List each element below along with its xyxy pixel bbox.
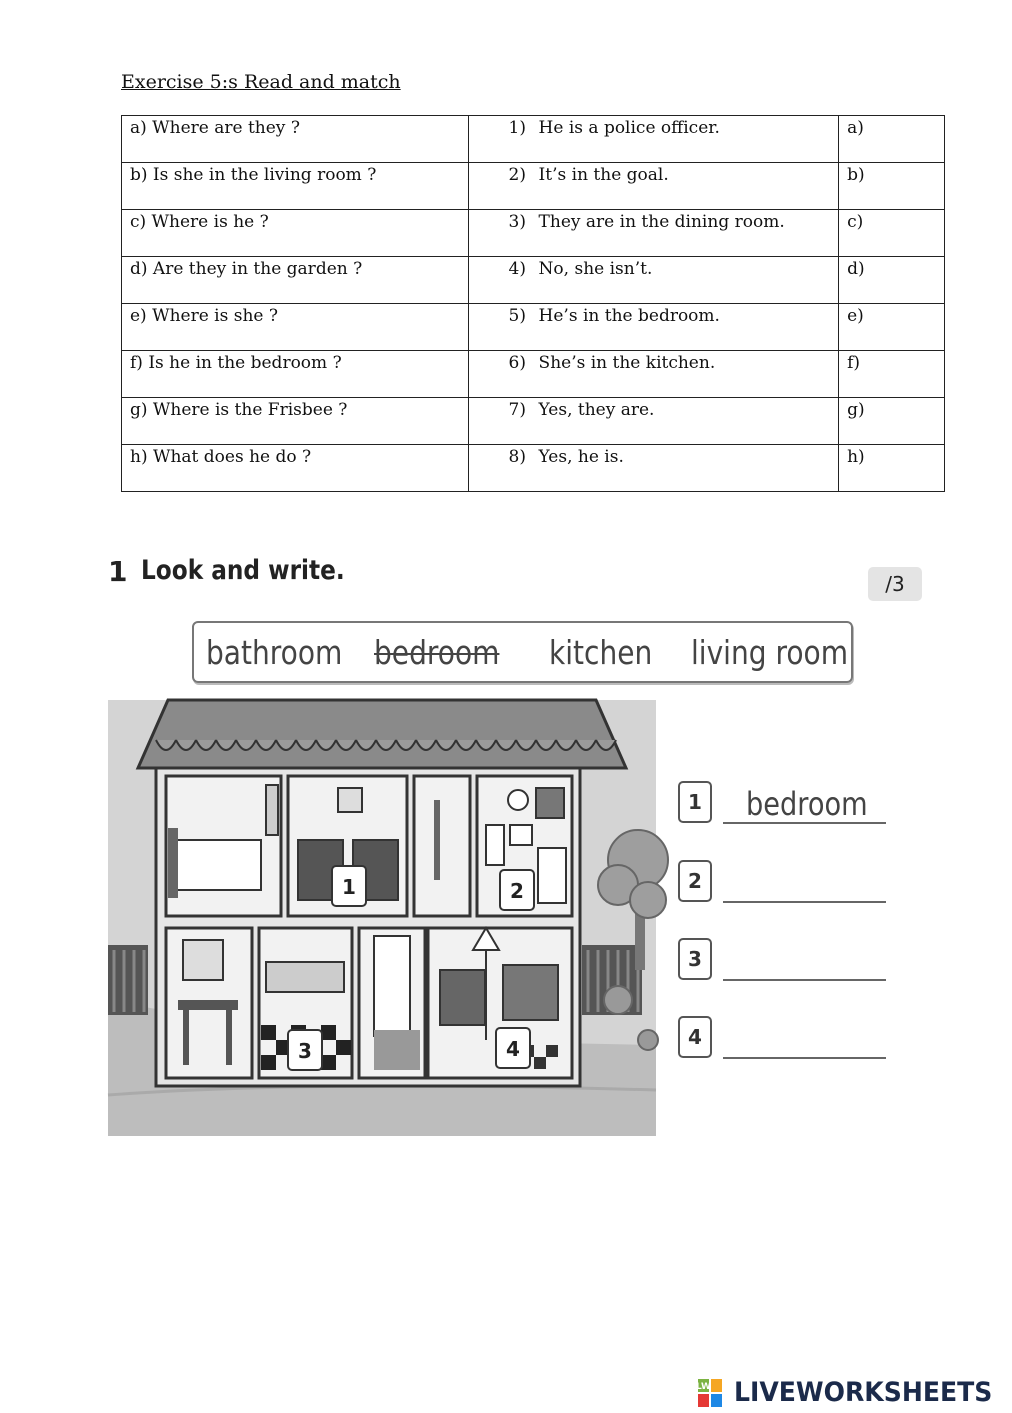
word-bedroom-crossed: bedroom — [374, 633, 500, 672]
match-cell[interactable]: c) — [839, 210, 945, 257]
score-box: /3 — [868, 567, 922, 601]
answer-row-3[interactable] — [678, 938, 888, 984]
section-number: 1 — [108, 555, 128, 588]
table-row — [122, 351, 945, 398]
table-row — [122, 304, 945, 351]
answer-cell — [468, 351, 839, 398]
answer-number: 8) — [508, 447, 526, 467]
question-cell: b) Is she in the living room ? — [122, 163, 469, 210]
answer-number: 3 — [678, 938, 712, 980]
answer-row-2[interactable] — [678, 860, 888, 906]
picture-label-3: 3 — [298, 1039, 312, 1063]
answer-number: 6) — [508, 353, 526, 373]
exercise-title: Exercise 5:s Read and match — [121, 71, 401, 93]
answer-cell — [468, 445, 839, 492]
table-row — [122, 163, 945, 210]
answer-number: 1 — [678, 781, 712, 823]
match-cell[interactable]: a) — [839, 116, 945, 163]
picture-label-4: 4 — [506, 1037, 520, 1061]
answer-number: 7) — [508, 400, 526, 420]
picture-label-2: 2 — [510, 879, 524, 903]
house-illustration — [108, 700, 656, 1136]
question-cell: f) Is he in the bedroom ? — [122, 351, 469, 398]
answer-number: 1) — [508, 118, 526, 138]
answer-sentence: No, she isn’t. — [538, 259, 653, 279]
table-row — [122, 210, 945, 257]
match-cell[interactable]: e) — [839, 304, 945, 351]
table-row — [122, 257, 945, 304]
answer-sentence: It’s in the goal. — [538, 165, 669, 185]
answer-cell — [468, 116, 839, 163]
question-cell: h) What does he do ? — [122, 445, 469, 492]
answer-text: bedroom — [746, 785, 868, 823]
question-cell: a) Where are they ? — [122, 116, 469, 163]
answer-sentence: She’s in the kitchen. — [538, 353, 716, 373]
section-title: Look and write. — [141, 555, 345, 586]
match-table — [121, 115, 945, 492]
answer-line — [723, 979, 886, 981]
table-row — [122, 398, 945, 445]
picture-label-1: 1 — [342, 875, 356, 899]
answer-cell — [468, 163, 839, 210]
table-row — [122, 116, 945, 163]
answer-cell — [468, 210, 839, 257]
match-cell[interactable]: b) — [839, 163, 945, 210]
answer-number: 5) — [508, 306, 526, 326]
answer-sentence: He is a police officer. — [538, 118, 720, 138]
answer-cell — [468, 304, 839, 351]
answer-sentence: Yes, they are. — [538, 400, 655, 420]
answer-line — [723, 1057, 886, 1059]
liveworksheets-logo[interactable] — [698, 1376, 1012, 1410]
answer-cell — [468, 257, 839, 304]
answer-sentence: He’s in the bedroom. — [538, 306, 720, 326]
answer-row-4[interactable] — [678, 1016, 888, 1062]
answer-row-1 — [678, 781, 888, 827]
question-cell: g) Where is the Frisbee ? — [122, 398, 469, 445]
answer-cell — [468, 398, 839, 445]
match-cell[interactable]: g) — [839, 398, 945, 445]
question-cell: d) Are they in the garden ? — [122, 257, 469, 304]
match-cell[interactable]: h) — [839, 445, 945, 492]
answer-sentence: They are in the dining room. — [538, 212, 785, 232]
table-row — [122, 445, 945, 492]
question-cell: e) Where is she ? — [122, 304, 469, 351]
logo-text: LIVEWORKSHEETS — [734, 1377, 993, 1408]
word-bank — [192, 621, 853, 683]
answer-number: 4 — [678, 1016, 712, 1058]
answer-line — [723, 822, 886, 824]
word-bathroom: bathroom — [206, 633, 343, 672]
question-cell: c) Where is he ? — [122, 210, 469, 257]
answer-number: 2 — [678, 860, 712, 902]
answer-line — [723, 901, 886, 903]
logo-mark-letters: LW — [696, 1381, 711, 1392]
answer-number: 4) — [508, 259, 526, 279]
match-cell[interactable]: f) — [839, 351, 945, 398]
answer-sentence: Yes, he is. — [538, 447, 624, 467]
word-living-room: living room — [691, 633, 849, 672]
answer-number: 2) — [508, 165, 526, 185]
word-kitchen: kitchen — [549, 633, 653, 672]
answer-number: 3) — [508, 212, 526, 232]
logo-mark-icon — [698, 1379, 722, 1407]
match-cell[interactable]: d) — [839, 257, 945, 304]
